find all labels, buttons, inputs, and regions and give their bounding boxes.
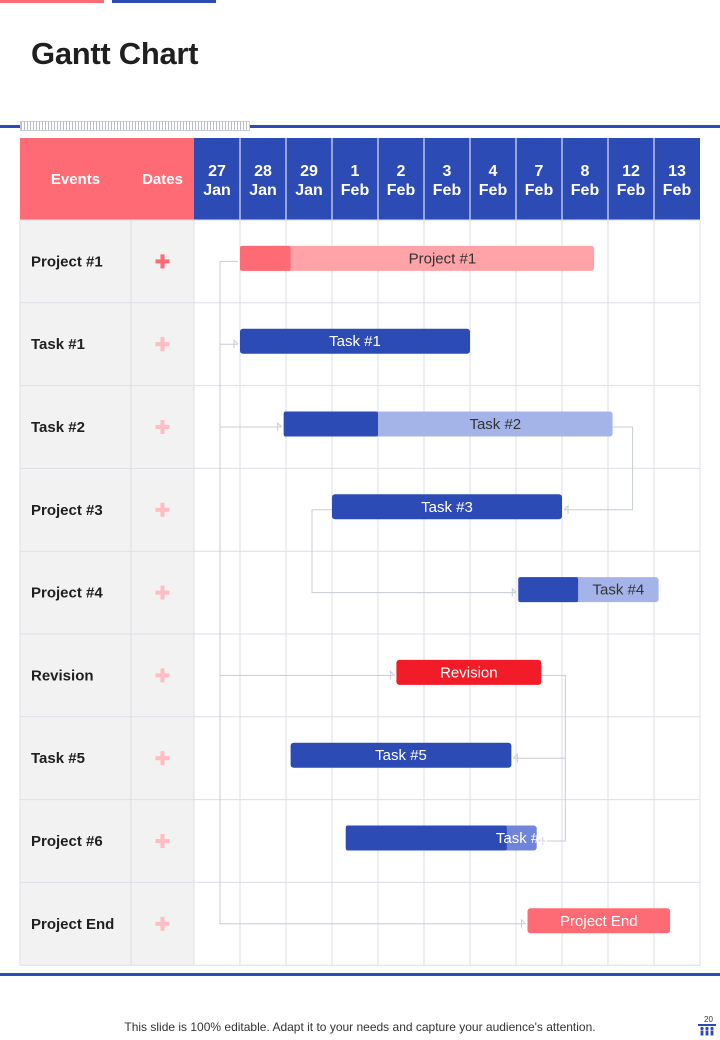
row-event-label: Project End — [31, 915, 115, 933]
date-column-day: 1 — [350, 163, 360, 180]
gantt-bar-progress — [346, 826, 507, 851]
gantt-bar-label: Task #5 — [375, 747, 427, 765]
row-event-label: Task #2 — [31, 419, 85, 436]
date-column-month: Feb — [432, 182, 462, 199]
date-column-month: Jan — [203, 182, 231, 199]
gantt-bar-label: Task #1 — [329, 333, 381, 351]
gantt-bar-progress — [240, 246, 291, 271]
plus-icon — [161, 337, 165, 351]
gantt-bar-label: Task #6 — [495, 830, 548, 847]
gantt-bar-label: Revision — [440, 664, 498, 682]
plus-icon — [161, 917, 165, 931]
plus-icon — [161, 668, 165, 682]
gantt-bar-label: Project End — [560, 912, 638, 930]
page-number: 20 — [704, 1015, 713, 1024]
row-event-label: Project #3 — [31, 501, 103, 519]
date-column-day: 28 — [254, 163, 272, 180]
date-column-day: 3 — [442, 163, 452, 180]
plus-icon — [161, 503, 165, 517]
date-column-month: Feb — [662, 182, 692, 199]
date-column-month: Jan — [249, 182, 277, 199]
gantt-bar-label: Task #3 — [421, 498, 473, 516]
date-column-month: Feb — [570, 182, 600, 199]
date-column-month: Feb — [340, 182, 370, 199]
gantt-bar-label: Task #2 — [469, 416, 522, 433]
row-event-label: Project #6 — [31, 833, 103, 850]
bottom-divider — [0, 973, 720, 976]
gantt-bar-progress — [518, 577, 578, 602]
plus-icon — [161, 254, 165, 268]
dates-header-label: Dates — [142, 171, 183, 188]
plus-icon — [161, 420, 165, 434]
date-column-day: 12 — [622, 163, 640, 180]
date-column-day: 2 — [396, 163, 406, 180]
date-column-day: 13 — [668, 163, 686, 180]
row-event-label: Project #4 — [31, 584, 103, 602]
date-column-month: Feb — [616, 182, 646, 199]
row-event-label: Task #1 — [31, 336, 85, 354]
page-title: Gantt Chart — [31, 36, 199, 71]
row-event-label: Project #1 — [31, 253, 103, 271]
date-column-day: 7 — [534, 163, 544, 180]
footer-text: This slide is 100% editable. Adapt it to your needs and capture your audience's attention. — [124, 1020, 596, 1034]
date-column-month: Feb — [386, 182, 416, 199]
events-header-label: Events — [50, 171, 101, 188]
gantt-bar-label: Project #1 — [408, 250, 477, 268]
gantt-bar-label: Task #4 — [592, 581, 645, 599]
plus-icon — [161, 834, 165, 848]
date-column-day: 27 — [208, 163, 226, 180]
date-column-day: 4 — [488, 163, 498, 180]
row-event-label: Revision — [31, 667, 94, 685]
plus-icon — [161, 751, 165, 765]
date-column-month: Jan — [295, 182, 323, 199]
date-column-day: 29 — [300, 163, 318, 180]
row-event-label: Task #5 — [31, 750, 85, 768]
plus-icon — [161, 586, 165, 600]
date-column-month: Feb — [524, 182, 554, 199]
date-column-month: Feb — [478, 182, 508, 199]
gantt-bar-progress — [284, 412, 378, 437]
date-column-day: 8 — [580, 163, 590, 180]
